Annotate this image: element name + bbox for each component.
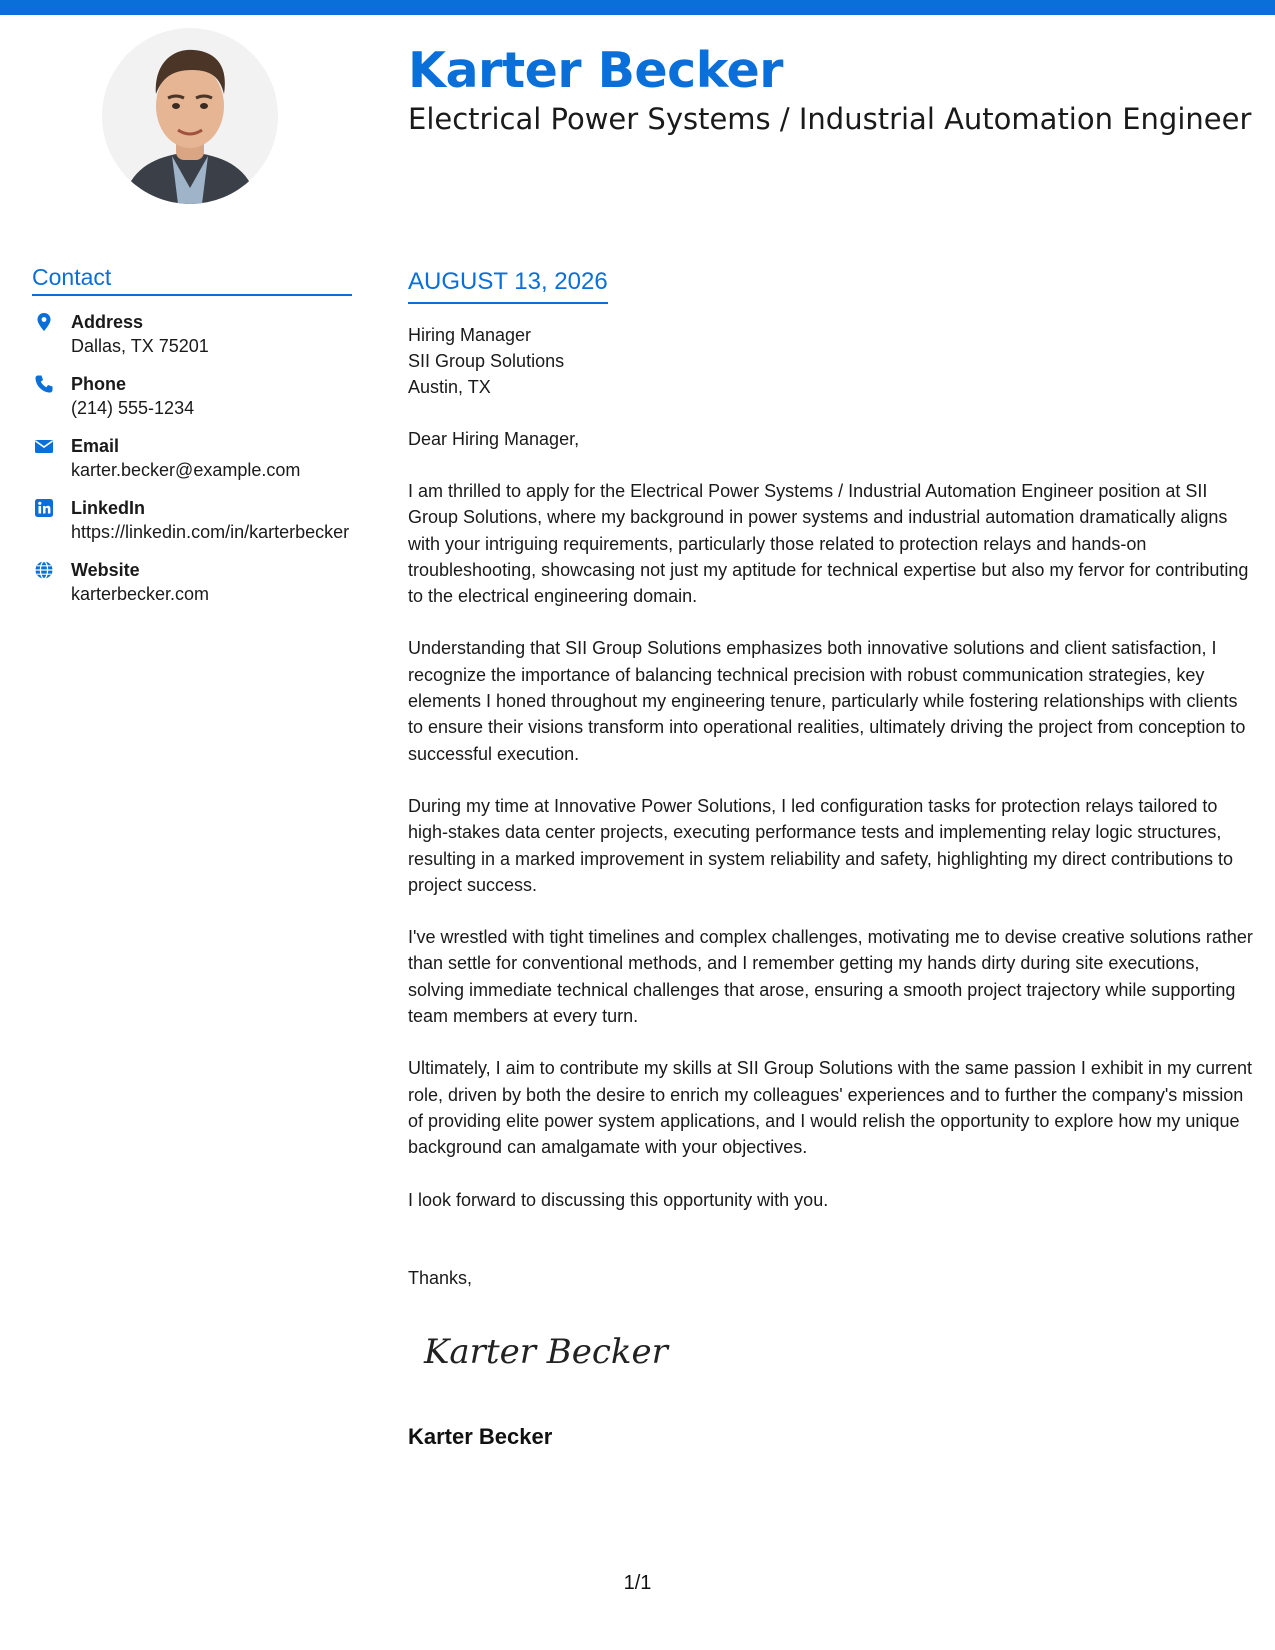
contact-value: Dallas, TX 75201 bbox=[71, 336, 209, 356]
letter-date: AUGUST 13, 2026 bbox=[408, 268, 608, 304]
contact-item-phone bbox=[32, 372, 352, 420]
contact-item-linkedin bbox=[32, 496, 352, 544]
page-number: 1/1 bbox=[623, 1572, 652, 1594]
contact-item-website bbox=[32, 558, 352, 606]
contact-value: (214) 555-1234 bbox=[71, 398, 195, 418]
phone-icon bbox=[34, 374, 54, 394]
globe-icon bbox=[34, 560, 54, 580]
letter-paragraph: Ultimately, I aim to contribute my skills at SII Group Solutions with the same passion I exhibit in my current role, driven by both the desire to enrich my colleagues' experiences and to further the company's mission of providing elite power system applications, and I would relish the opportunity to explore how my unique background can amalgamate with your objectives. bbox=[408, 1058, 1252, 1158]
contact-label: LinkedIn bbox=[71, 498, 146, 518]
contact-item-address bbox=[32, 310, 352, 358]
closing: Thanks, bbox=[408, 1267, 473, 1288]
recipient-line: Hiring Manager bbox=[408, 325, 532, 345]
recipient-block bbox=[408, 322, 1253, 400]
contact-value: https://linkedin.com/in/karterbecker bbox=[71, 522, 350, 542]
handwritten-signature: Karter Becker bbox=[424, 1332, 668, 1372]
candidate-name: Karter Becker bbox=[408, 42, 783, 99]
salutation: Dear Hiring Manager, bbox=[408, 429, 580, 449]
contact-label: Email bbox=[71, 436, 120, 456]
recipient-line: Austin, TX bbox=[408, 377, 491, 397]
candidate-title: Electrical Power Systems / Industrial Automation Engineer bbox=[408, 102, 1252, 136]
contact-label: Website bbox=[71, 560, 140, 580]
linkedin-icon bbox=[34, 498, 54, 518]
contact-item-email bbox=[32, 434, 352, 482]
letter-paragraph: During my time at Innovative Power Solutions, I led configuration tasks for protection relays tailored to high-stakes data center projects, executing performance tests and implementing relay logic structures, resulting in a marked improvement in system reliability and safety, highlighting my direct contributions to project success. bbox=[408, 795, 1234, 895]
contact-sidebar bbox=[32, 264, 352, 620]
letter-paragraph: I look forward to discussing this opportunity with you. bbox=[408, 1189, 829, 1210]
contact-heading: Contact bbox=[32, 264, 352, 296]
contact-value: karter.becker@example.com bbox=[71, 460, 301, 480]
letter-paragraph: I am thrilled to apply for the Electrical Power Systems / Industrial Automation Engineer position at SII Group Solutions, where my background in power systems and industrial automation dramatically aligns with your intriguing requirements, particularly those related to protection relays and hands-on troubleshooting, showcasing not just my aptitude for technical expertise but also my fervor for contributing to the electrical engineering domain. bbox=[408, 481, 1249, 607]
location-pin-icon bbox=[34, 312, 54, 332]
recipient-line: SII Group Solutions bbox=[408, 351, 565, 371]
contact-value: karterbecker.com bbox=[71, 584, 210, 604]
contact-label: Phone bbox=[71, 374, 127, 394]
letter-paragraph: Understanding that SII Group Solutions emphasizes both innovative solutions and client satisfaction, I recognize the importance of balancing technical precision with robust communication strategies, key elements I honed throughout my engineering tenure, particularly while fostering relationships with clients to ensure their visions transform into operational realities, ultimately driving the project from conception to successful execution. bbox=[408, 638, 1246, 764]
contact-label: Address bbox=[71, 312, 144, 332]
profile-photo bbox=[102, 28, 278, 204]
top-accent-bar bbox=[0, 0, 1275, 15]
letter-paragraph: I've wrestled with tight timelines and complex challenges, motivating me to devise creative solutions rather than settle for conventional methods, and I remember getting my hands dirty during site executions, solving immediate technical challenges that arose, ensuring a smooth project trajectory while supporting team members at every turn. bbox=[408, 927, 1253, 1027]
letter-body bbox=[408, 268, 1253, 1291]
envelope-icon bbox=[34, 436, 54, 456]
signer-name: Karter Becker bbox=[408, 1424, 553, 1449]
